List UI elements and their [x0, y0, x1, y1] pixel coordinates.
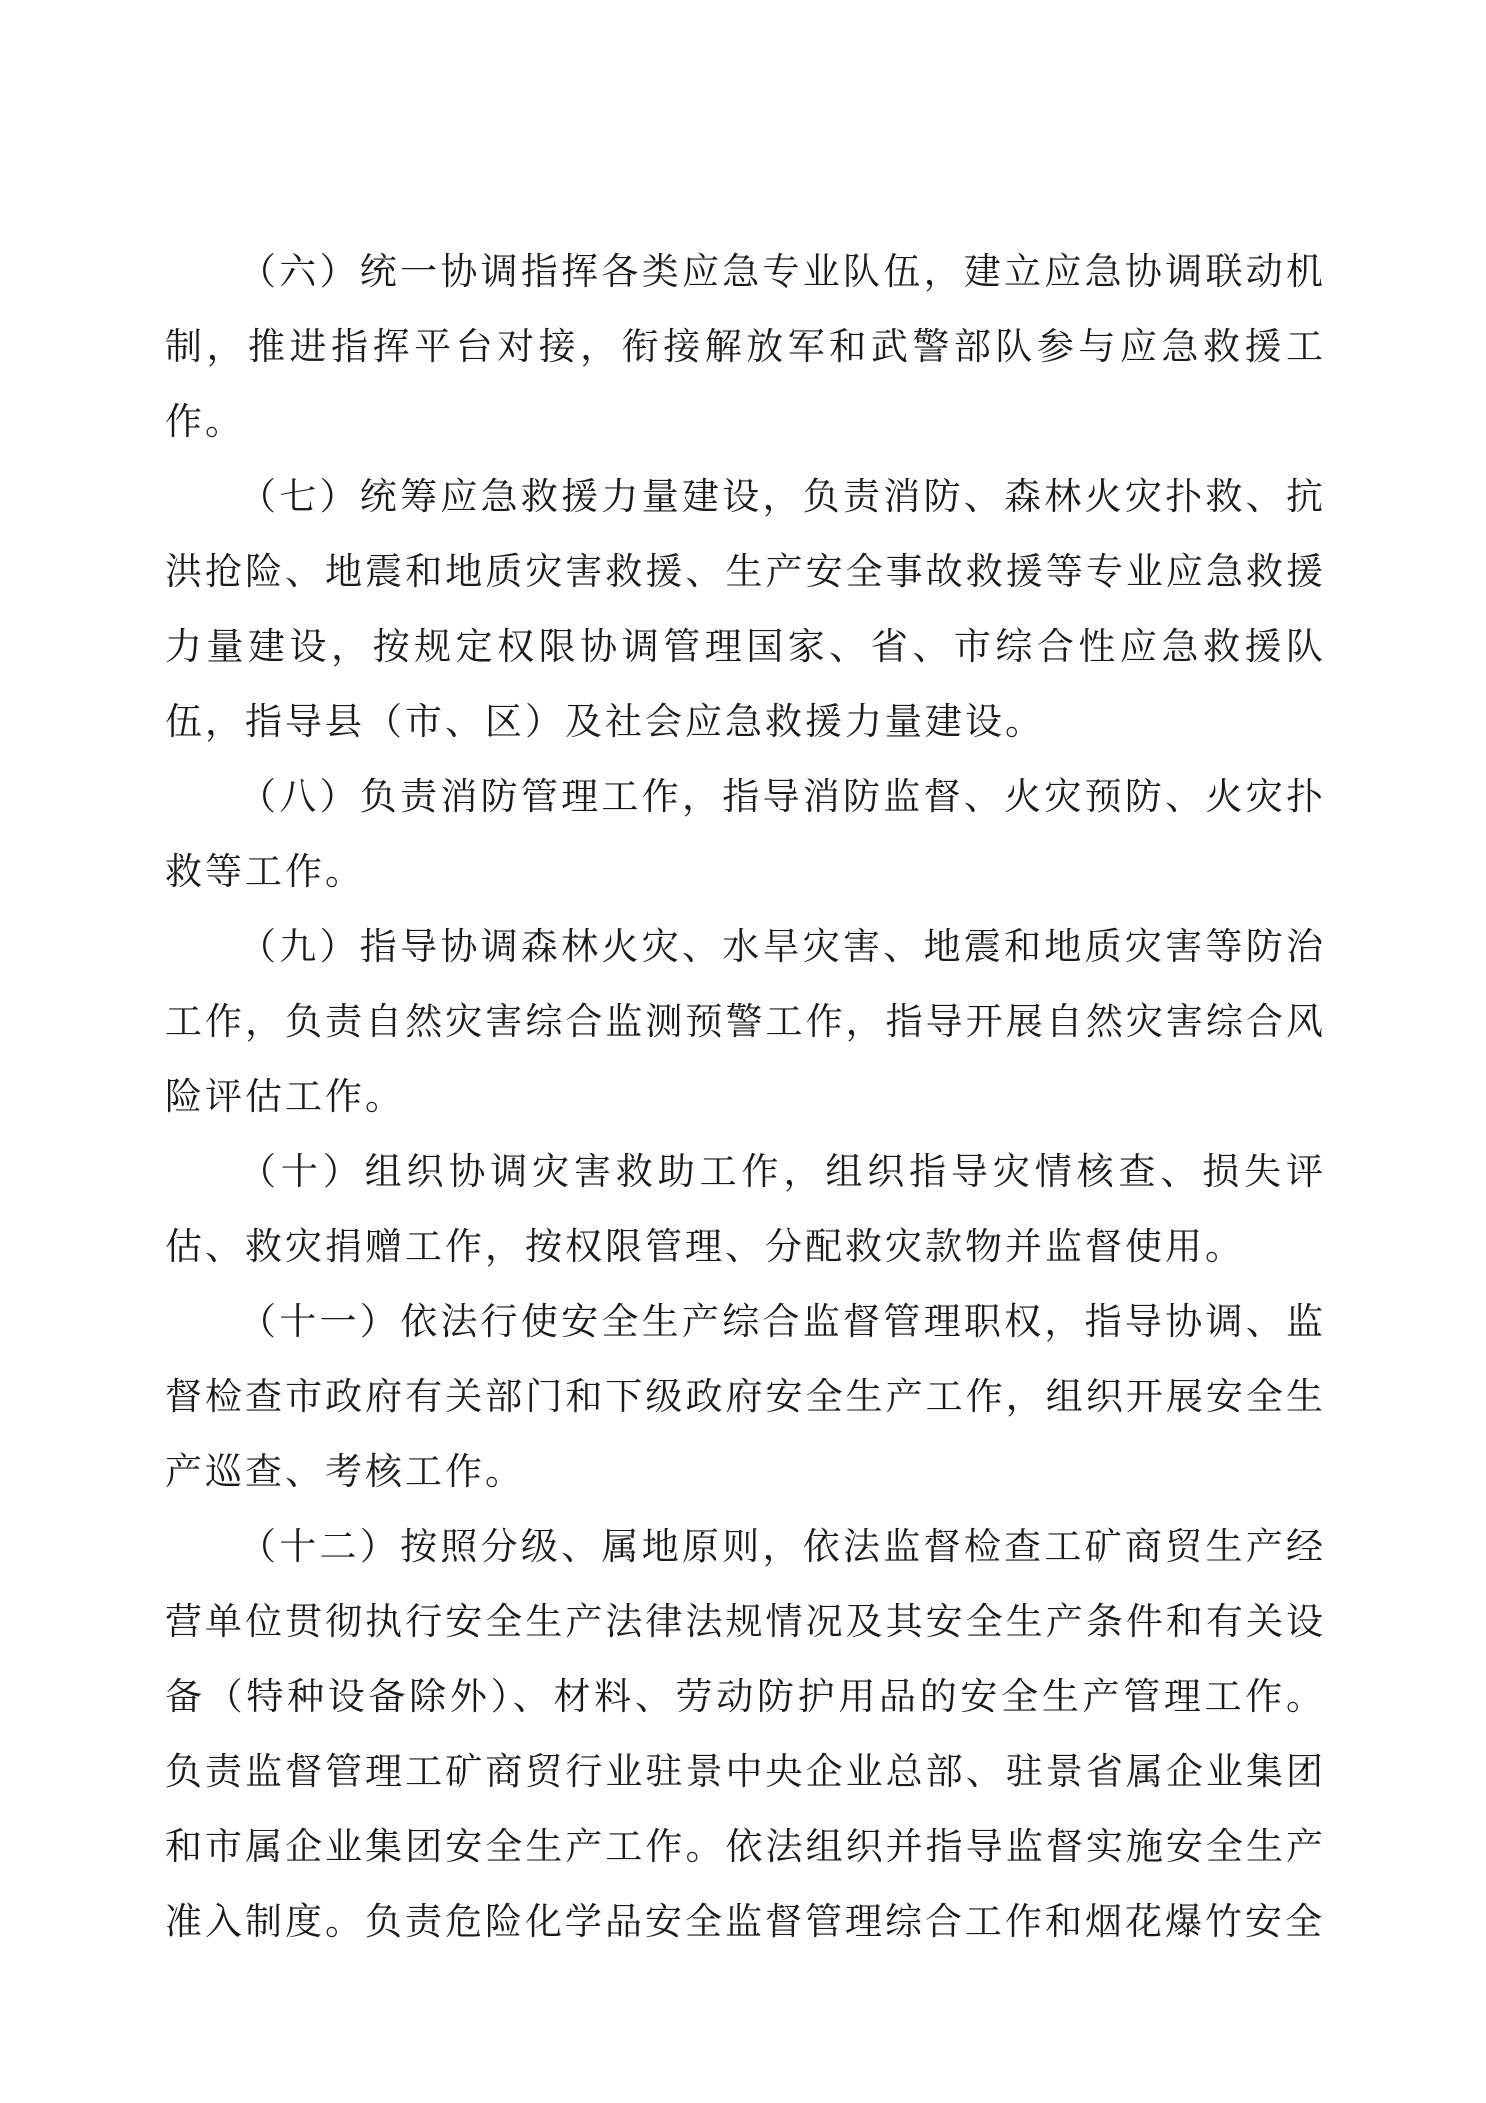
paragraph-6: （六）统一协调指挥各类应急专业队伍，建立应急协调联动机制，推进指挥平台对接，衔接解放军和武警部队参与应急救援工作。 [165, 250, 1326, 443]
paragraph-9: （九）指导协调森林火灾、水旱灾害、地震和地质灾害等防治工作，负责自然灾害综合监测预警工作，指导开展自然灾害综合风险评估工作。 [165, 925, 1326, 1118]
paragraph-10: （十）组织协调灾害救助工作，组织指导灾情核查、损失评估、救灾捐赠工作，按权限管理、分配救灾款物并监督使用。 [165, 1150, 1326, 1268]
paragraph-8: （八）负责消防管理工作，指导消防监督、火灾预防、火灾扑救等工作。 [165, 775, 1326, 893]
document-body [165, 234, 1326, 1959]
paragraph-12: （十二）按照分级、属地原则，依法监督检查工矿商贸生产经营单位贯彻执行安全生产法律法规情况及其安全生产条件和有关设备（特种设备除外）、材料、劳动防护用品的安全生产管理工作。负责监督管理工矿商贸行业驻景中央企业总部、驻景省属企业集团和市属企业集团安全生产工作。依法组织并指导监督实施安全生产准入制度。负责危险化学品安全监督管理综合工作和烟花爆竹安全 [165, 1525, 1326, 1943]
paragraph-11: （十一）依法行使安全生产综合监督管理职权，指导协调、监督检查市政府有关部门和下级政府安全生产工作，组织开展安全生产巡查、考核工作。 [165, 1300, 1326, 1493]
paragraph-7: （七）统筹应急救援力量建设，负责消防、森林火灾扑救、抗洪抢险、地震和地质灾害救援、生产安全事故救援等专业应急救援力量建设，按规定权限协调管理国家、省、市综合性应急救援队伍，指导县（市、区）及社会应急救援力量建设。 [165, 475, 1326, 743]
